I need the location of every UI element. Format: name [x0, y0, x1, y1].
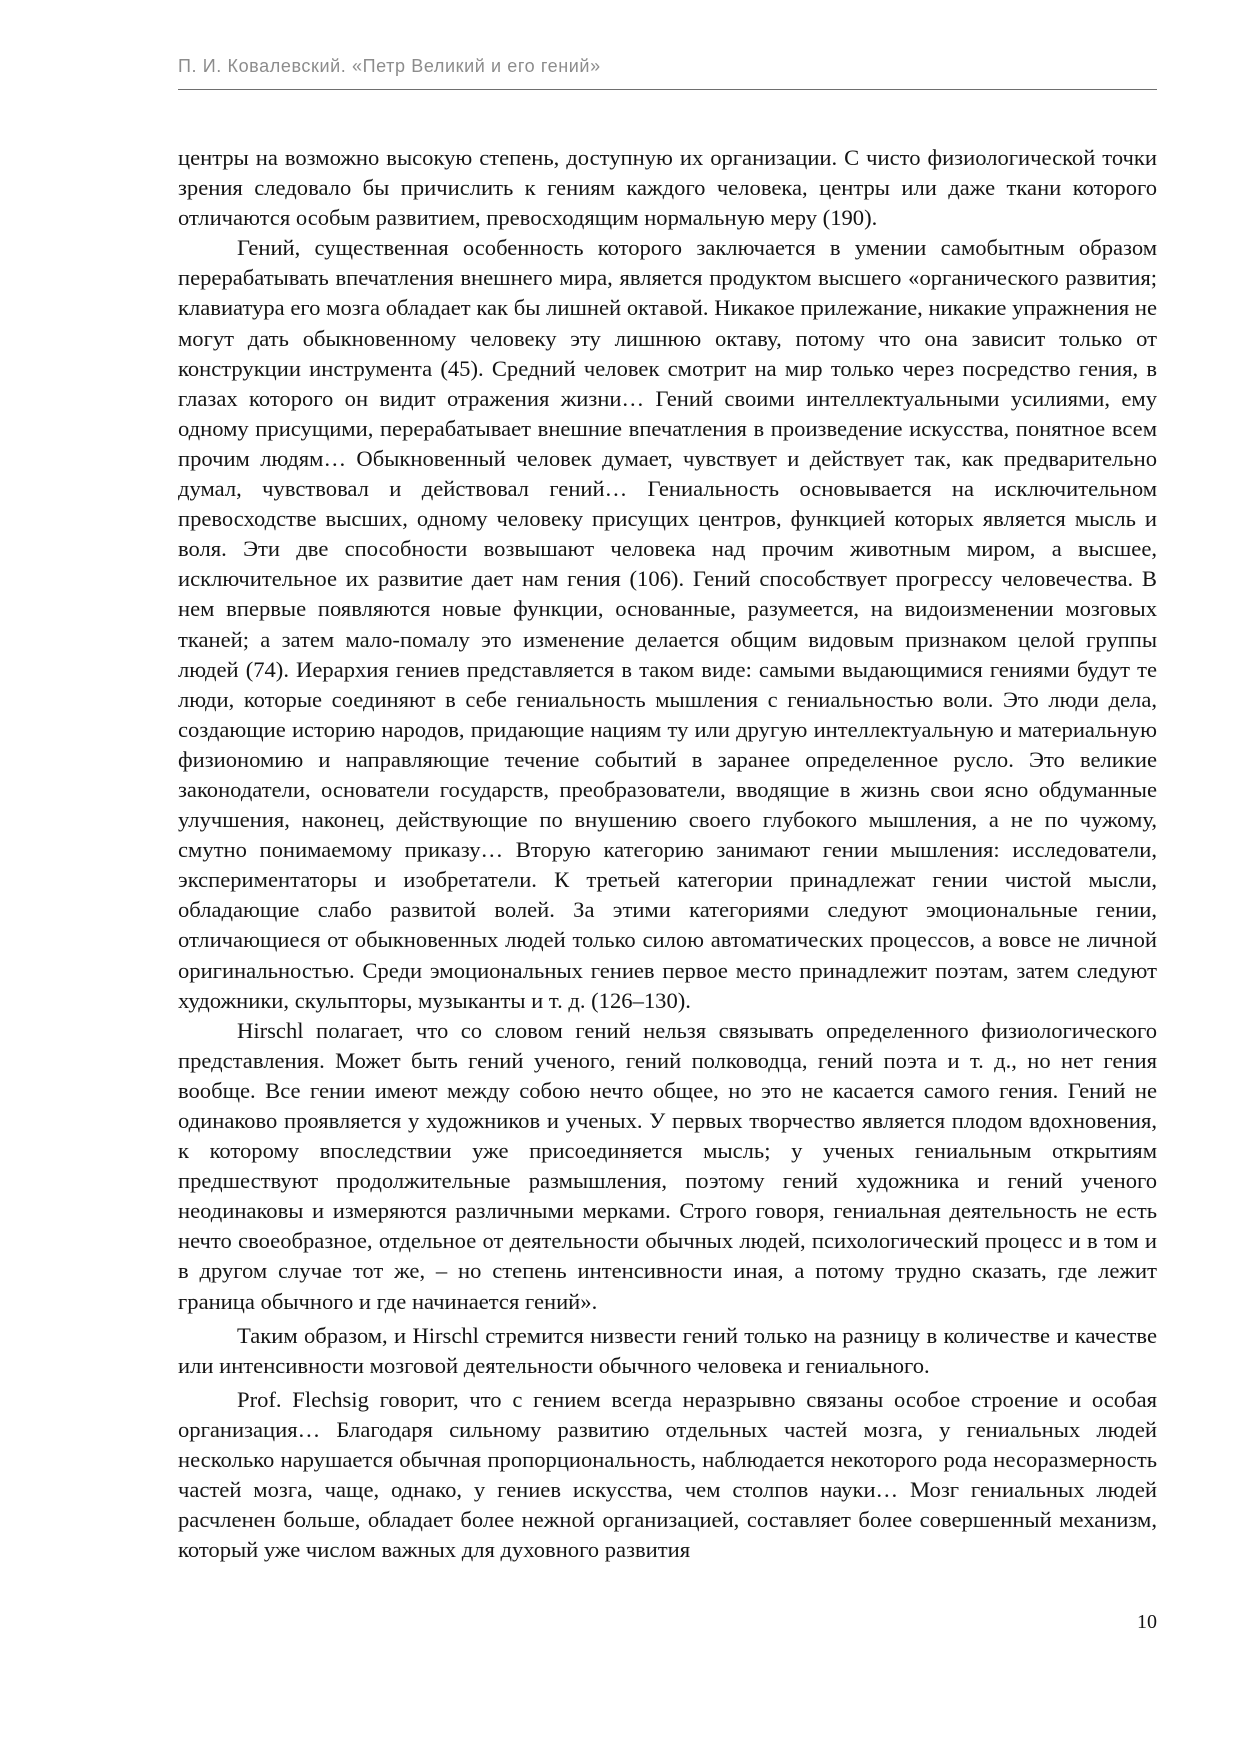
paragraph-genius-definition: Гений, существенная особенность которого заключается в умении самобытным образом перерабатывать впечатления внешнего мира, является продуктом высшего «органического развития; клавиатура его мозга обладает как бы лишней октавой. Никакое прилежание, никакие упражнения не могут дать обыкновенному человеку эту лишнюю октаву, потому что она зависит только от конструкции инструмента (45). Средний человек смотрит на мир только через посредство гения, в глазах которого он видит отражения жизни… Гений своими интеллектуальными усилиями, ему одному присущими, перерабатывает внешние впечатления в произведение искусства, понятное всем прочим людям… Обыкновенный человек думает, чувствует и действует так, как предварительно думал, чувствовал и действовал гений… Гениальность основывается на исключительном превосходстве высших, одному человеку присущих центров, функцией которых является мысль и воля. Эти две способности возвышают человека над прочим животным миром, а высшее, исключительное их развитие дает нам гения (106). Гений способствует прогрессу человечества. В нем впервые появляются новые функции, основанные, разумеется, на видоизменении мозговых тканей; а затем мало-помалу это изменение делается общим видовым признаком целой группы людей (74). Иерархия гениев представляется в таком виде: самыми выдающимися гениями будут те люди, которые соединяют в себе гениальность мышления с гениальностью воли. Это люди дела, создающие историю народов, придающие нациям ту или другую интеллектуальную и материальную физиономию и направляющие течение событий в заранее определенное русло. Это великие законодатели, основатели государств, преобразователи, вводящие в жизнь свои ясно обдуманные улучшения, наконец, действующие по внушению своего глубокого мышления, а не по чужому, смутно понимаемому приказу… Вторую категорию занимают гении мышления: исследователи, экспериментаторы и изобретатели. К третьей категории принадлежат гении чистой мысли, обладающие слабо развитой волей. За этими категориями следуют эмоциональные гении, отличающиеся от обыкновенных людей только силою автоматических процессов, а вовсе не личной оригинальностью. Среди эмоциональных гениев первое место принадлежит поэтам, затем следуют художники, скульпторы, музыканты и т. д. (126–130).: [178, 235, 1157, 1013]
paragraph-continuation: центры на возможно высокую степень, доступную их организации. С чисто физиологической точки зрения следовало бы причислить к гениям каждого человека, центры или даже ткани которого отличаются особым развитием, превосходящим нормальную меру (190).: [178, 145, 1157, 231]
page-number: 10: [1137, 1611, 1157, 1633]
paragraph-flechsig: Prof. Flechsig говорит, что с гением всегда неразрывно связаны особое строение и особая организация… Благодаря сильному развитию отдельных частей мозга, у гениальных людей несколько нарушается обычная пропорциональность, наблюдается некоторого рода несоразмерность частей мозга, чаще, однако, у гениев искусства, чем столпов науки… Мозг гениальных людей расчленен больше, обладает более нежной организацией, составляет более совершенный механизм, который уже числом важных для духовного развития: [178, 1386, 1157, 1563]
paragraph-hirschl: Hirschl полагает, что со словом гений нельзя связывать определенного физиологического представления. Может быть гений ученого, гений полководца, гений поэта и т. д., но нет гения вообще. Все гении имеют между собою нечто общее, но это не касается самого гения. Гений не одинаково проявляется у художников и ученых. У первых творчество является плодом вдохновения, к которому впоследствии уже присоединяется мысль; у ученых гениальным открытиям предшествуют продолжительные размышления, поэтому гений художника и гений ученого неодинаковы и измеряются различными мерками. Строго говоря, гениальная деятельность не есть нечто своеобразное, отдельное от деятельности обычных людей, психологический процесс и в том и в другом случае тот же, – но степень интенсивности иная, а потому трудно сказать, где лежит граница обычного и где начинается гений».: [178, 1017, 1157, 1314]
page-body: [178, 143, 1157, 1565]
header-divider: [178, 89, 1157, 90]
running-header: П. И. Ковалевский. «Петр Великий и его гений»: [178, 56, 601, 76]
paragraph-hirschl-summary: Таким образом, и Hirschl стремится низвести гений только на разницу в количестве и качестве или интенсивности мозговой деятельности обычного человека и гениального.: [178, 1322, 1157, 1378]
